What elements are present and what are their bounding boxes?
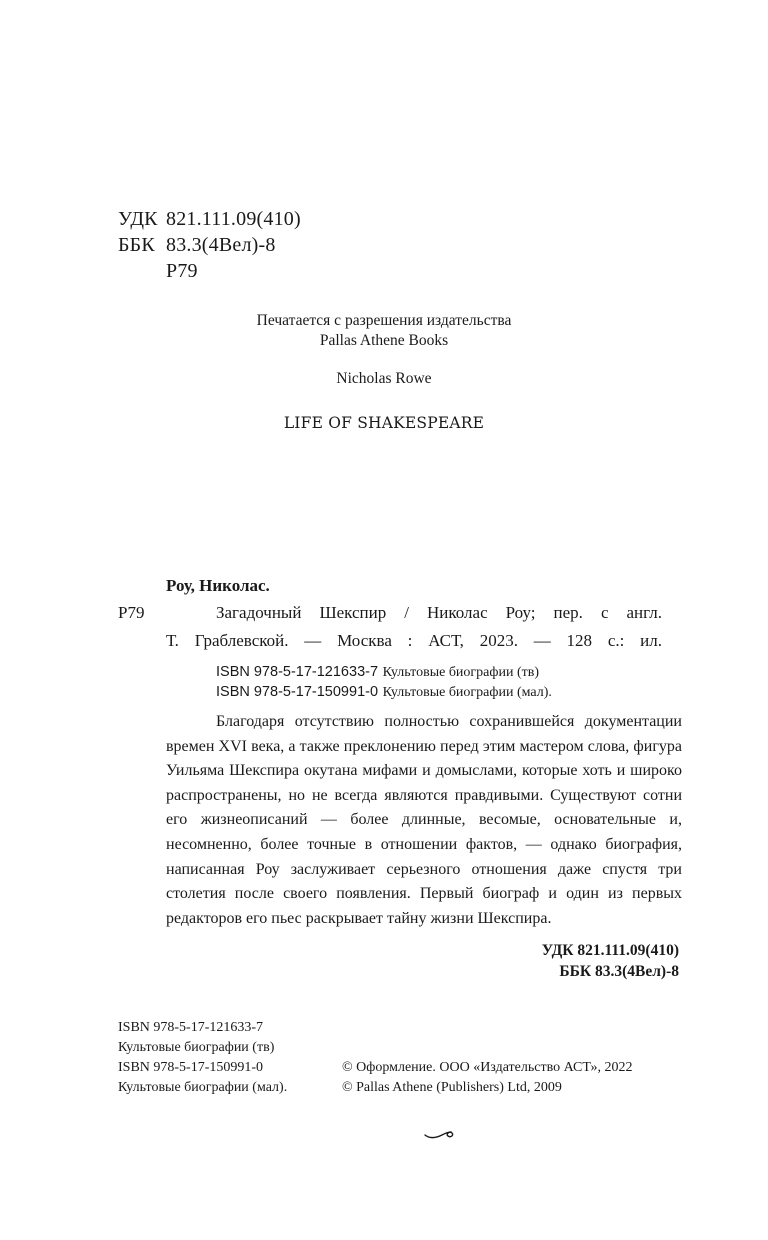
bottom-isbn-2: ISBN 978-5-17-150991-0 <box>118 1060 264 1075</box>
isbn-number: ISBN 978-5-17-150991-0 <box>216 684 379 700</box>
bbk-row <box>118 234 276 257</box>
copyright-original: © Pallas Athene (Publishers) Ltd, 2009 <box>342 1080 562 1095</box>
bib-author-mark: Р79 <box>118 603 145 622</box>
bottom-series-2: Культовые биографии (мал). <box>118 1080 288 1095</box>
bottom-isbn-1: ISBN 978-5-17-121633-7 <box>118 1020 264 1035</box>
author-mark: Р79 <box>166 260 198 282</box>
original-title: LIFE OF SHAKESPEARE <box>283 414 485 432</box>
udk-code: 821.111.09(410) <box>166 208 301 230</box>
bbk-footer: ББК 83.3(4Вел)-8 <box>559 963 679 980</box>
bib-title-line: Загадочный Шекспир / Николас Роу; пер. с англ. <box>216 603 662 622</box>
bbk-code: 83.3(4Вел)-8 <box>166 234 276 256</box>
bottom-series-1: Культовые биографии (тв) <box>118 1040 275 1055</box>
bib-isbn-2 <box>216 684 552 701</box>
copyright-design: © Оформление. ООО «Издательство АСТ», 2022 <box>342 1060 633 1075</box>
annotation-paragraph: Благодаря отсутствию полностью сохранившейся документации времен XVI века, а также преклонению перед этим мастером слова, фигура Уильяма Шекспира окутана мифами и домыслами, которые хоть и широко распространены, но не всегда являются правдивыми. Существуют сотни его жизнеописаний — более длинные, весомые, основательные и, несомненно, более точные в отношении фактов, — однако биография, написанная Роу заслуживает серьезного отношения даже спустя три столетия после своего появления. Первый биограф и один из первых редакторов его пьес раскрывает тайну жизни Шекспира. <box>166 713 682 927</box>
udk-footer: УДК 821.111.09(410) <box>541 942 679 959</box>
udk-label: УДК <box>118 208 158 230</box>
swash-ornament-icon <box>424 1126 456 1142</box>
bib-author-heading: Роу, Николас. <box>166 576 270 595</box>
permission-line-1: Печатается с разрешения издательства <box>256 312 512 329</box>
bib-imprint-line: Т. Граблевской. — Москва : АСТ, 2023. — 128 с.: ил. <box>166 631 662 650</box>
isbn-series: Культовые биографии (мал). <box>382 685 552 700</box>
bbk-label: ББК <box>118 234 155 256</box>
isbn-series: Культовые биографии (тв) <box>382 665 539 680</box>
udk-row <box>118 208 301 231</box>
isbn-number: ISBN 978-5-17-121633-7 <box>216 664 379 680</box>
bib-isbn-1 <box>216 664 539 681</box>
original-author: Nicholas Rowe <box>336 370 432 387</box>
permission-line-2: Pallas Athene Books <box>319 332 449 349</box>
